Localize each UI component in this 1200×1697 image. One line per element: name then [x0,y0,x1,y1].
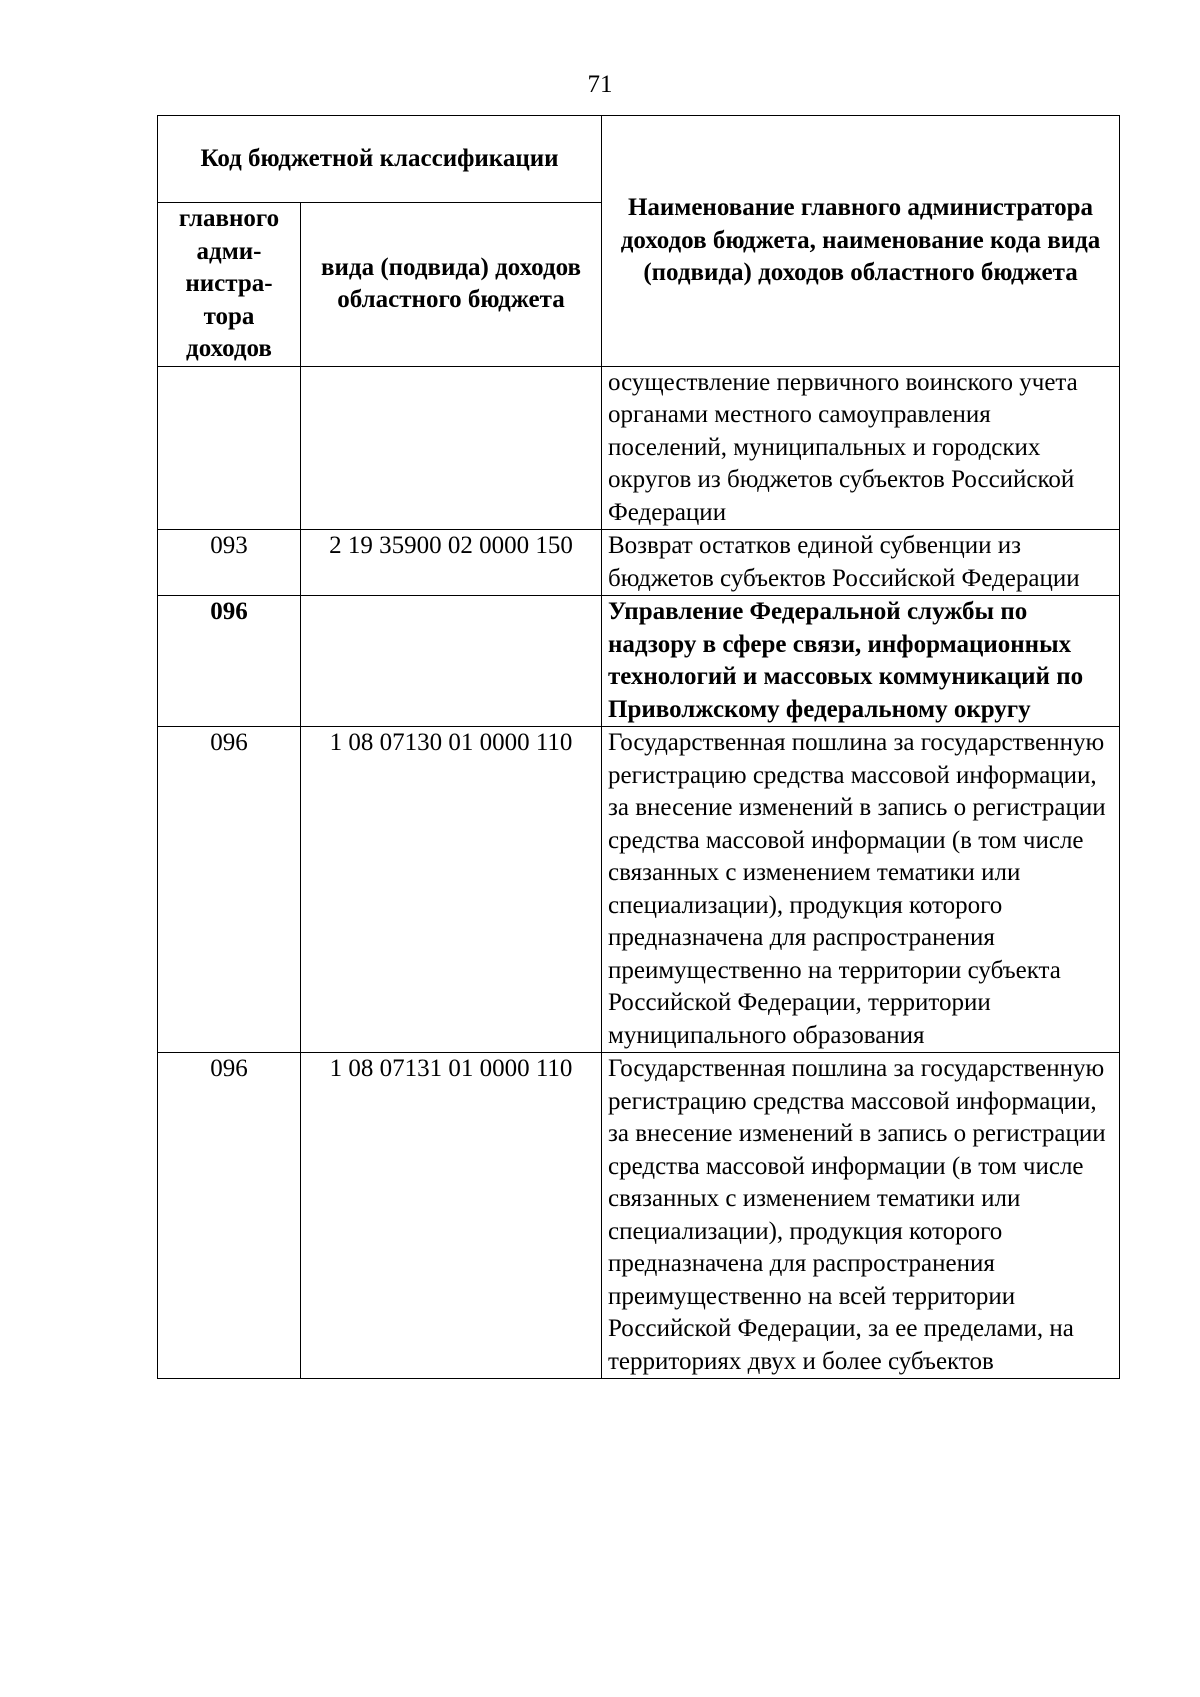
header-name-column: Наименование главного администратора доходов бюджета, наименование кода вида (подвида) доходов областного бюджета [602,116,1120,367]
table-row [158,1053,1120,1379]
income-name-cell: Государственная пошлина за государственную регистрацию средства массовой информации, за внесение изменений в запись о регистрации средства массовой информации (в том числе связанных с изменением тематики или специализации), продукция которого предназначена для распространения преимущественно на всей территории Российской Федерации, за ее пределами, на территориях двух и более субъектов [602,1053,1120,1379]
income-code-cell: 1 08 07131 01 0000 110 [301,1053,602,1379]
income-code-cell [301,596,602,727]
income-name-cell: Управление Федеральной службы по надзору в сфере связи, информационных технологий и массовых коммуникаций по Приволжскому федеральному округу [602,596,1120,727]
page-number: 71 [587,71,613,98]
income-code-cell: 1 08 07130 01 0000 110 [301,727,602,1053]
income-name-cell: Государственная пошлина за государственную регистрацию средства массовой информации, за внесение изменений в запись о регистрации средства массовой информации (в том числе связанных с изменением тематики или специализации), продукция которого предназначена для распространения преимущественно на территории субъекта Российской Федерации, территории муниципального образования [602,727,1120,1053]
income-code-cell [301,366,602,530]
table-row [158,596,1120,727]
income-code-cell: 2 19 35900 02 0000 150 [301,530,602,596]
admin-code-cell: 096 [158,727,301,1053]
header-budget-code-group: Код бюджетной классификации [158,116,602,203]
admin-code-cell: 093 [158,530,301,596]
budget-classification-table [157,115,1120,1379]
table-row [158,366,1120,530]
income-name-cell: осуществление первичного воинского учета органами местного самоуправления поселений, муниципальных и городских округов из бюджетов субъектов Российской Федерации [602,366,1120,530]
header-admin-label: главного адми- нистра- тора доходов [178,205,280,362]
admin-code-cell: 096 [158,596,301,727]
admin-code-cell [158,366,301,530]
table-body [158,366,1120,1379]
table-row [158,530,1120,596]
header-code-column: вида (подвида) доходов областного бюджета [301,203,602,367]
income-name-cell: Возврат остатков единой субвенции из бюджетов субъектов Российской Федерации [602,530,1120,596]
header-admin-column [158,203,301,367]
table-row [158,727,1120,1053]
admin-code-cell: 096 [158,1053,301,1379]
